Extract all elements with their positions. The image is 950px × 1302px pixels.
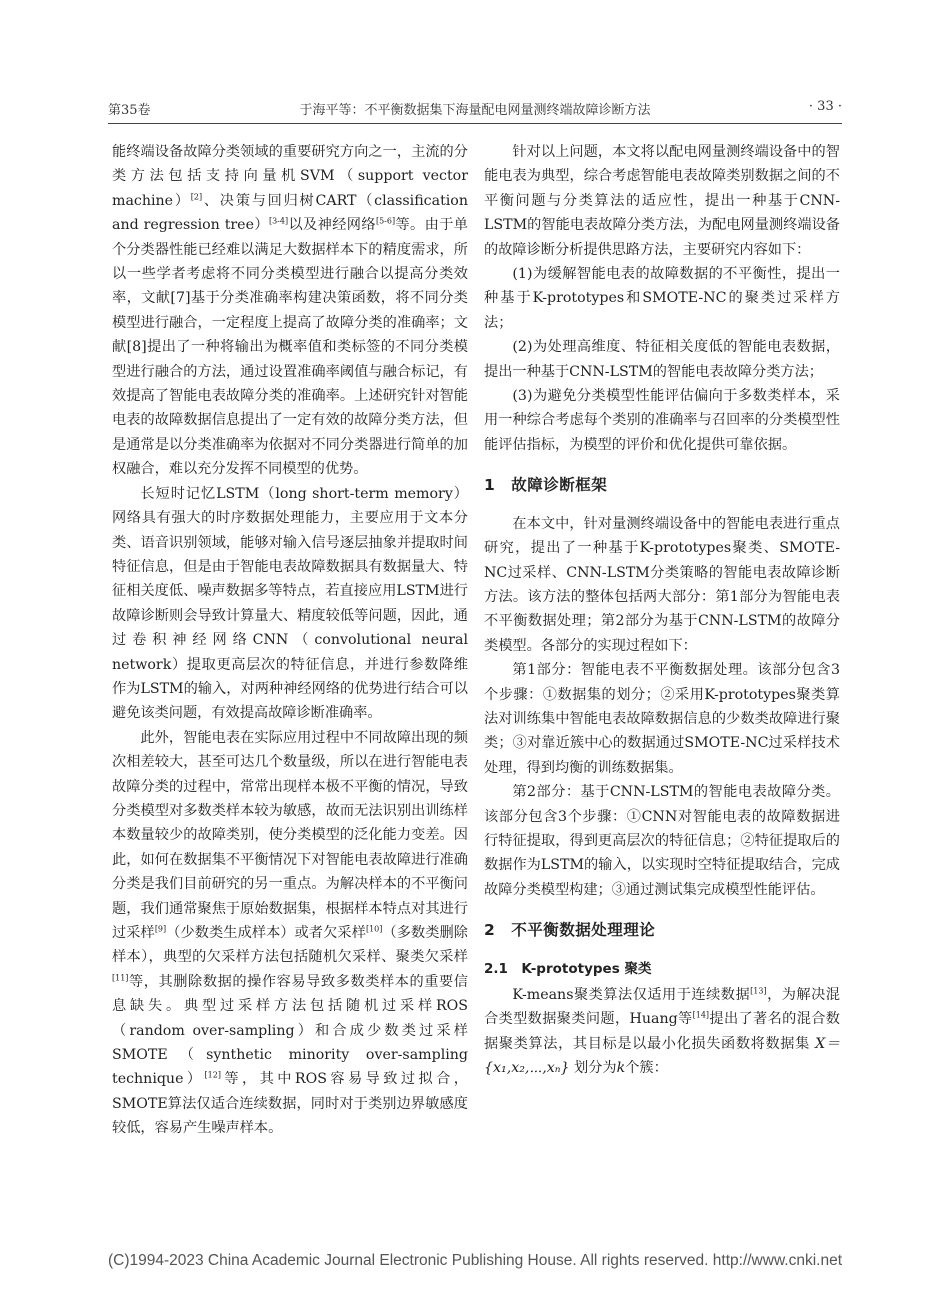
- paragraph: 第2部分：基于CNN-LSTM的智能电表故障分类。该部分包含3个步骤：①CNN对智能电表的故障数据进行特征提取，得到更高层次的特征信息；②特征提取后的数据作为LSTM的输入，以实现时空特征提取结合，完成故障分类模型构建；③通过测试集完成模型性能评估。: [484, 784, 840, 898]
- section-heading: 2 不平衡数据处理理论: [484, 921, 656, 940]
- volume-label: 第35卷: [108, 103, 151, 118]
- paragraph: 在本文中，针对量测终端设备中的智能电表进行重点研究，提出了一种基于K-prototypes聚类、SMOTE-NC过采样、CNN-LSTM分类策略的智能电表故障诊断方法。该方法的整体包括两大部分：第1部分为智能电表不平衡数据处理；第2部分为基于CNN-LSTM的故障分类模型。各部分的实现过程如下：: [484, 515, 840, 654]
- paragraph: 能终端设备故障分类领域的重要研究方向之一，主流的分类方法包括支持向量机SVM（support vector machine）[2]、决策与回归树CART（classification and regression tree）[3-4]以及神经网络[5-6]等。由于单个分类器性能已经难以满足大数据样本下的精度需求，所以一些学者考虑将不同分类模型进行融合以提高分类效率，文献[7]基于分类准确率构建决策函数，将不同分类模型进行融合，一定程度上提高了故障分类的准确率；文献[8]提出了一种将输出为概率值和类标签的不同分类模型进行融合的方法，通过设置准确率阈值与融合标记，有效提高了智能电表故障分类的准确率。上述研究针对智能电表的故障数据信息提出了一定有效的故障分类方法，但是通常是以分类准确率为依据对不同分类器进行简单的加权融合，难以充分发挥不同模型的优势。: [112, 144, 468, 478]
- copyright-footer: (C)1994-2023 China Academic Journal Electronic Publishing House. All rights reserved. http://www.cnki.net: [107, 1252, 843, 1269]
- citation: [2]: [190, 192, 203, 202]
- citation: [13]: [750, 986, 767, 996]
- paragraph: 此外，智能电表在实际应用过程中不同故障出现的频次相差较大，甚至可达几个数量级，所以在进行智能电表故障分类的过程中，常常出现样本极不平衡的情况，导致分类模型对多数类样本较为敏感，故而无法识别出训练样本数量较少的故障类别，使分类模型的泛化能力变差。因此，如何在数据集不平衡情况下对智能电表故障进行准确分类是我们目前研究的另一重点。为解决样本的不平衡问题，我们通常聚焦于原始数据集，根据样本特点对其进行过采样[9]（少数类生成样本）或者欠采样[10]（多数类删除样本），典型的欠采样方法包括随机欠采样、聚类欠采样[11]等，其删除数据的操作容易导致多数类样本的重要信息缺失。典型过采样方法包括随机过采样ROS（random over-sampling）和合成少数类过采样SMOTE（synthetic minority over-sampling technique）[12]等，其中ROS容易导致过拟合，SMOTE算法仅适合连续数据，同时对于类别边界敏感度较低，容易产生噪声样本。: [112, 729, 468, 1137]
- running-title: 于海平等：不平衡数据集下海量配电网量测终端故障诊断方法: [299, 103, 651, 118]
- list-item: (3)为避免分类模型性能评估偏向于多数类样本，采用一种综合考虑每个类别的准确率与召回率的分类模型性能评估指标，为模型的评价和优化提供可靠依据。: [484, 388, 840, 453]
- citation: [11]: [112, 973, 129, 983]
- page-number: · 33 ·: [808, 99, 842, 114]
- header-rule: [108, 123, 842, 124]
- list-item: (1)为缓解智能电表的故障数据的不平衡性，提出一种基于K-prototypes和SMOTE-NC的聚类过采样方法；: [484, 266, 840, 331]
- inline-variable: k: [616, 1060, 626, 1077]
- paragraph: 长短时记忆LSTM（long short-term memory）网络具有强大的时序数据处理能力，主要应用于文本分类、语音识别领域，能够对输入信号逐层抽象并提取时间特征信息，但是由于智能电表故障数据具有数据量大、特征相关度低、噪声数据多等特点，若直接应用LSTM进行故障诊断则会导致计算量大、精度较低等问题，因此，通过卷积神经网络CNN（convolutional neural network）提取更高层次的特征信息，并进行参数降维作为LSTM的输入，对两种神经网络的优势进行结合可以避免该类问题，有效提高故障诊断准确率。: [112, 485, 468, 722]
- paragraph: 针对以上问题，本文将以配电网量测终端设备中的智能电表为典型，综合考虑智能电表故障类别数据之间的不平衡问题与分类算法的适应性，提出一种基于CNN-LSTM的智能电表故障分类方法，为配电网量测终端设备的故障诊断分析提供思路方法，主要研究内容如下：: [484, 144, 840, 258]
- paragraph: K-means聚类算法仅适用于连续数据[13]，为解决混合类型数据聚类问题，Huang等[14]提出了著名的混合数据聚类算法，其目标是以最小化损失函数将数据集 X＝{x₁,x₂,⋯,xₙ} 划分为k个簇：: [484, 986, 840, 1077]
- subsection-heading: 2.1 K-prototypes 聚类: [484, 960, 652, 977]
- inline-formula: X＝{x₁,x₂,⋯,xₙ}: [484, 1035, 840, 1077]
- page-header: [108, 97, 842, 119]
- left-column: [112, 140, 468, 1141]
- list-item: (2)为处理高维度、特征相关度低的智能电表数据，提出一种基于CNN-LSTM的智能电表故障分类方法；: [484, 339, 840, 380]
- citation: [5-6]: [375, 216, 396, 226]
- citation: [9]: [154, 924, 167, 934]
- citation: [12]: [204, 1070, 221, 1080]
- citation: [3-4]: [268, 216, 289, 226]
- right-column: [484, 140, 840, 1081]
- paragraph: 第1部分：智能电表不平衡数据处理。该部分包含3个步骤：①数据集的划分；②采用K-prototypes聚类算法对训练集中智能电表故障数据信息的少数类故障进行聚类；③对靠近簇中心的数据通过SMOTE-NC过采样技术处理，得到均衡的训练数据集。: [484, 662, 840, 776]
- section-heading: 1 故障诊断框架: [484, 476, 608, 495]
- citation: [14]: [692, 1010, 710, 1020]
- citation: [10]: [365, 924, 383, 934]
